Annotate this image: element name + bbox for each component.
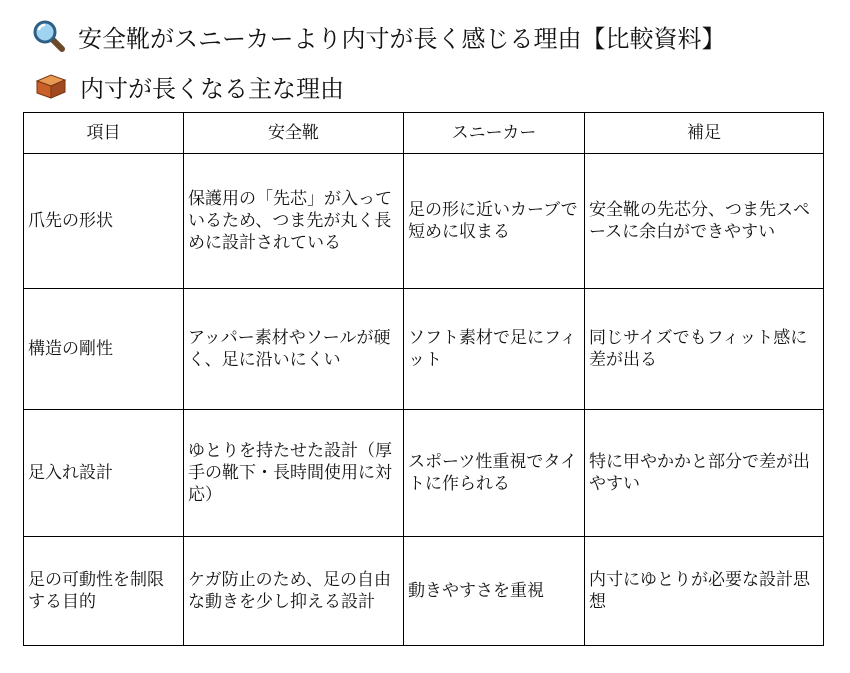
table-row xyxy=(24,289,824,410)
header-sneakers: スニーカー xyxy=(404,113,585,154)
header-item: 項目 xyxy=(24,113,184,154)
page-title: 安全靴がスニーカーより内寸が長く感じる理由【比較資料】 xyxy=(78,24,726,53)
cell-sneakers: 足の形に近いカーブで短めに収まる xyxy=(404,154,585,289)
section-heading: 内寸が長くなる主な理由 xyxy=(80,74,344,103)
magnifier-handle xyxy=(52,39,62,49)
cell-safety-shoes: ゆとりを持たせた設計（厚手の靴下・長時間使用に対応） xyxy=(184,410,404,537)
cell-item: 爪先の形状 xyxy=(24,154,184,289)
cell-safety-shoes: アッパー素材やソールが硬く、足に沿いにくい xyxy=(184,289,404,410)
table-row xyxy=(24,154,824,289)
table-row xyxy=(24,537,824,646)
magnifier-icon xyxy=(32,19,66,53)
comparison-table xyxy=(23,112,824,646)
cell-item: 構造の剛性 xyxy=(24,289,184,410)
cell-note: 安全靴の先芯分、つま先スペースに余白ができやすい xyxy=(585,154,824,289)
cell-sneakers: 動きやすさを重視 xyxy=(404,537,585,646)
table-header-row xyxy=(24,113,824,154)
cell-safety-shoes: 保護用の「先芯」が入っているため、つま先が丸く長めに設計されている xyxy=(184,154,404,289)
cell-item: 足入れ設計 xyxy=(24,410,184,537)
cell-note: 同じサイズでもフィット感に差が出る xyxy=(585,289,824,410)
cell-sneakers: スポーツ性重視でタイトに作られる xyxy=(404,410,585,537)
cell-item: 足の可動性を制限する目的 xyxy=(24,537,184,646)
cell-note: 特に甲やかかと部分で差が出やすい xyxy=(585,410,824,537)
cell-note: 内寸にゆとりが必要な設計思想 xyxy=(585,537,824,646)
page-title-row xyxy=(32,16,726,56)
table-row xyxy=(24,410,824,537)
cell-sneakers: ソフト素材で足にフィット xyxy=(404,289,585,410)
header-note: 補足 xyxy=(585,113,824,154)
cell-safety-shoes: ケガ防止のため、足の自由な動きを少し抑える設計 xyxy=(184,537,404,646)
header-safety-shoes: 安全靴 xyxy=(184,113,404,154)
section-heading-row xyxy=(34,66,344,106)
brick-icon xyxy=(34,69,68,103)
